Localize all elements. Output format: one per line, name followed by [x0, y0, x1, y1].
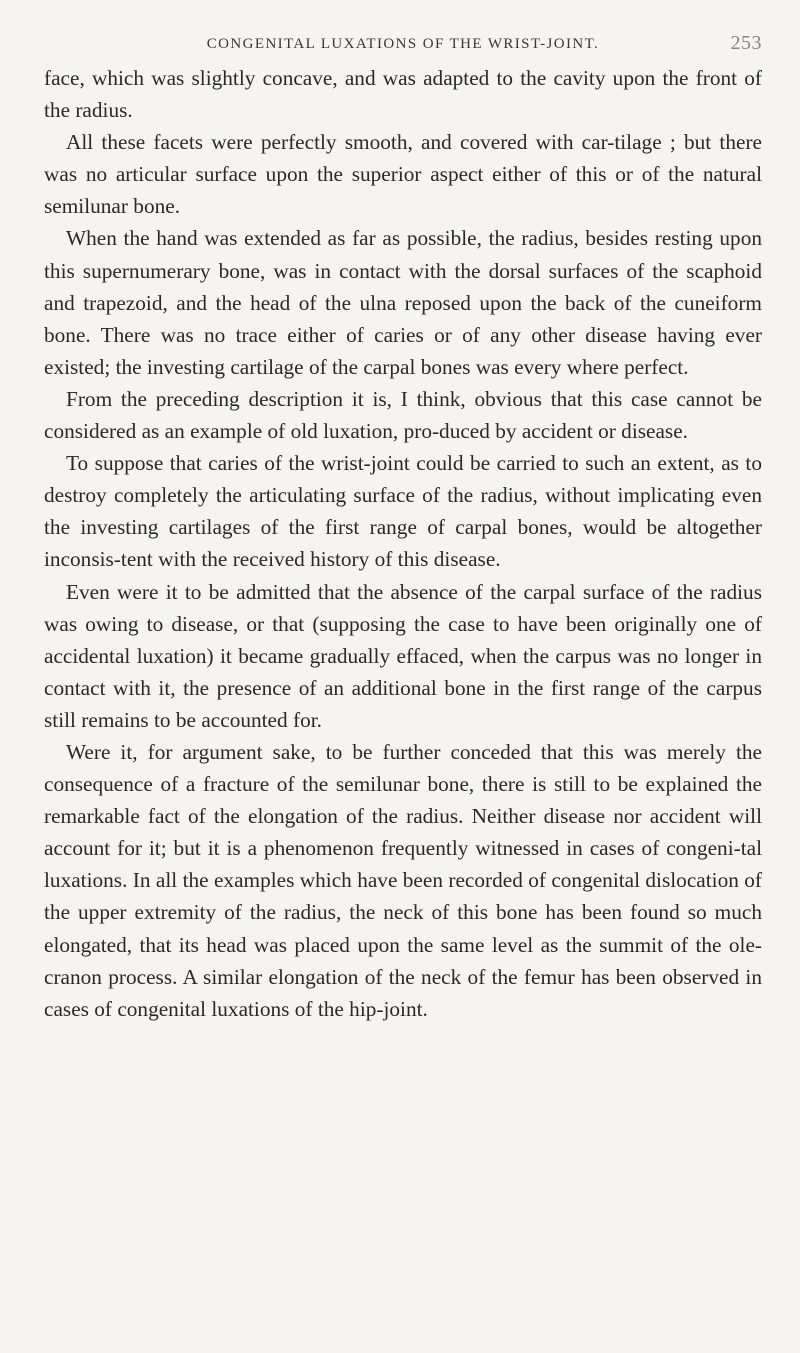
running-title: CONGENITAL LUXATIONS OF THE WRIST-JOINT. [206, 36, 600, 52]
running-head [44, 32, 762, 58]
body-text [44, 62, 762, 1025]
page-number: 253 [730, 32, 762, 54]
paragraph-absence-of-surface: Even were it to be admitted that the absence of the carpal surface of the radius was owing to disease, or that (supposing the case to have been originally one of accidental luxation) it became gradually effaced, when the carpus was no longer in contact with it, the presence of an additional bone in the first range of the carpus still remains to be accounted for. [44, 579, 762, 732]
paragraph-continuation: face, which was slightly concave, and was adapted to the cavity upon the front of the radius. [44, 66, 762, 123]
paragraph-caries: To suppose that caries of the wrist-joint could be carried to such an extent, as to destroy completely the articulating surface of the radius, without implicating even the investing cartilages of the first range of carpal bones, would be altogether inconsis-tent with the received history of this disease. [44, 451, 762, 572]
paragraph-hand-extended: When the hand was extended as far as possible, the radius, besides resting upon this supernumerary bone, was in contact with the dorsal surfaces of the scaphoid and trapezoid, and the head of the ulna reposed upon the back of the cuneiform bone. There was no trace either of caries or of any other disease having ever existed; the investing cartilage of the carpal bones was every where perfect. [44, 226, 762, 379]
paragraph-preceding-description: From the preceding description it is, I think, obvious that this case cannot be considered as an example of old luxation, pro-duced by accident or disease. [44, 386, 762, 444]
paragraph-elongation: Were it, for argument sake, to be further conceded that this was merely the consequence of a fracture of the semilunar bone, there is still to be explained the remarkable fact of the elongation of the radius. Neither disease nor accident will account for it; but it is a phenomenon frequently witnessed in cases of congeni-tal luxations. In all the examples which have been recorded of congenital dislocation of the upper extremity of the radius, the neck of this bone has been found so much elongated, that its head was placed upon the same level as the summit of the ole-cranon process. A similar elongation of the neck of the femur has been observed in cases of congenital luxations of the hip-joint. [44, 739, 762, 1021]
paragraph-facets: All these facets were perfectly smooth, and covered with car-tilage ; but there was no articular surface upon the superior aspect either of this or of the natural semilunar bone. [44, 130, 762, 219]
